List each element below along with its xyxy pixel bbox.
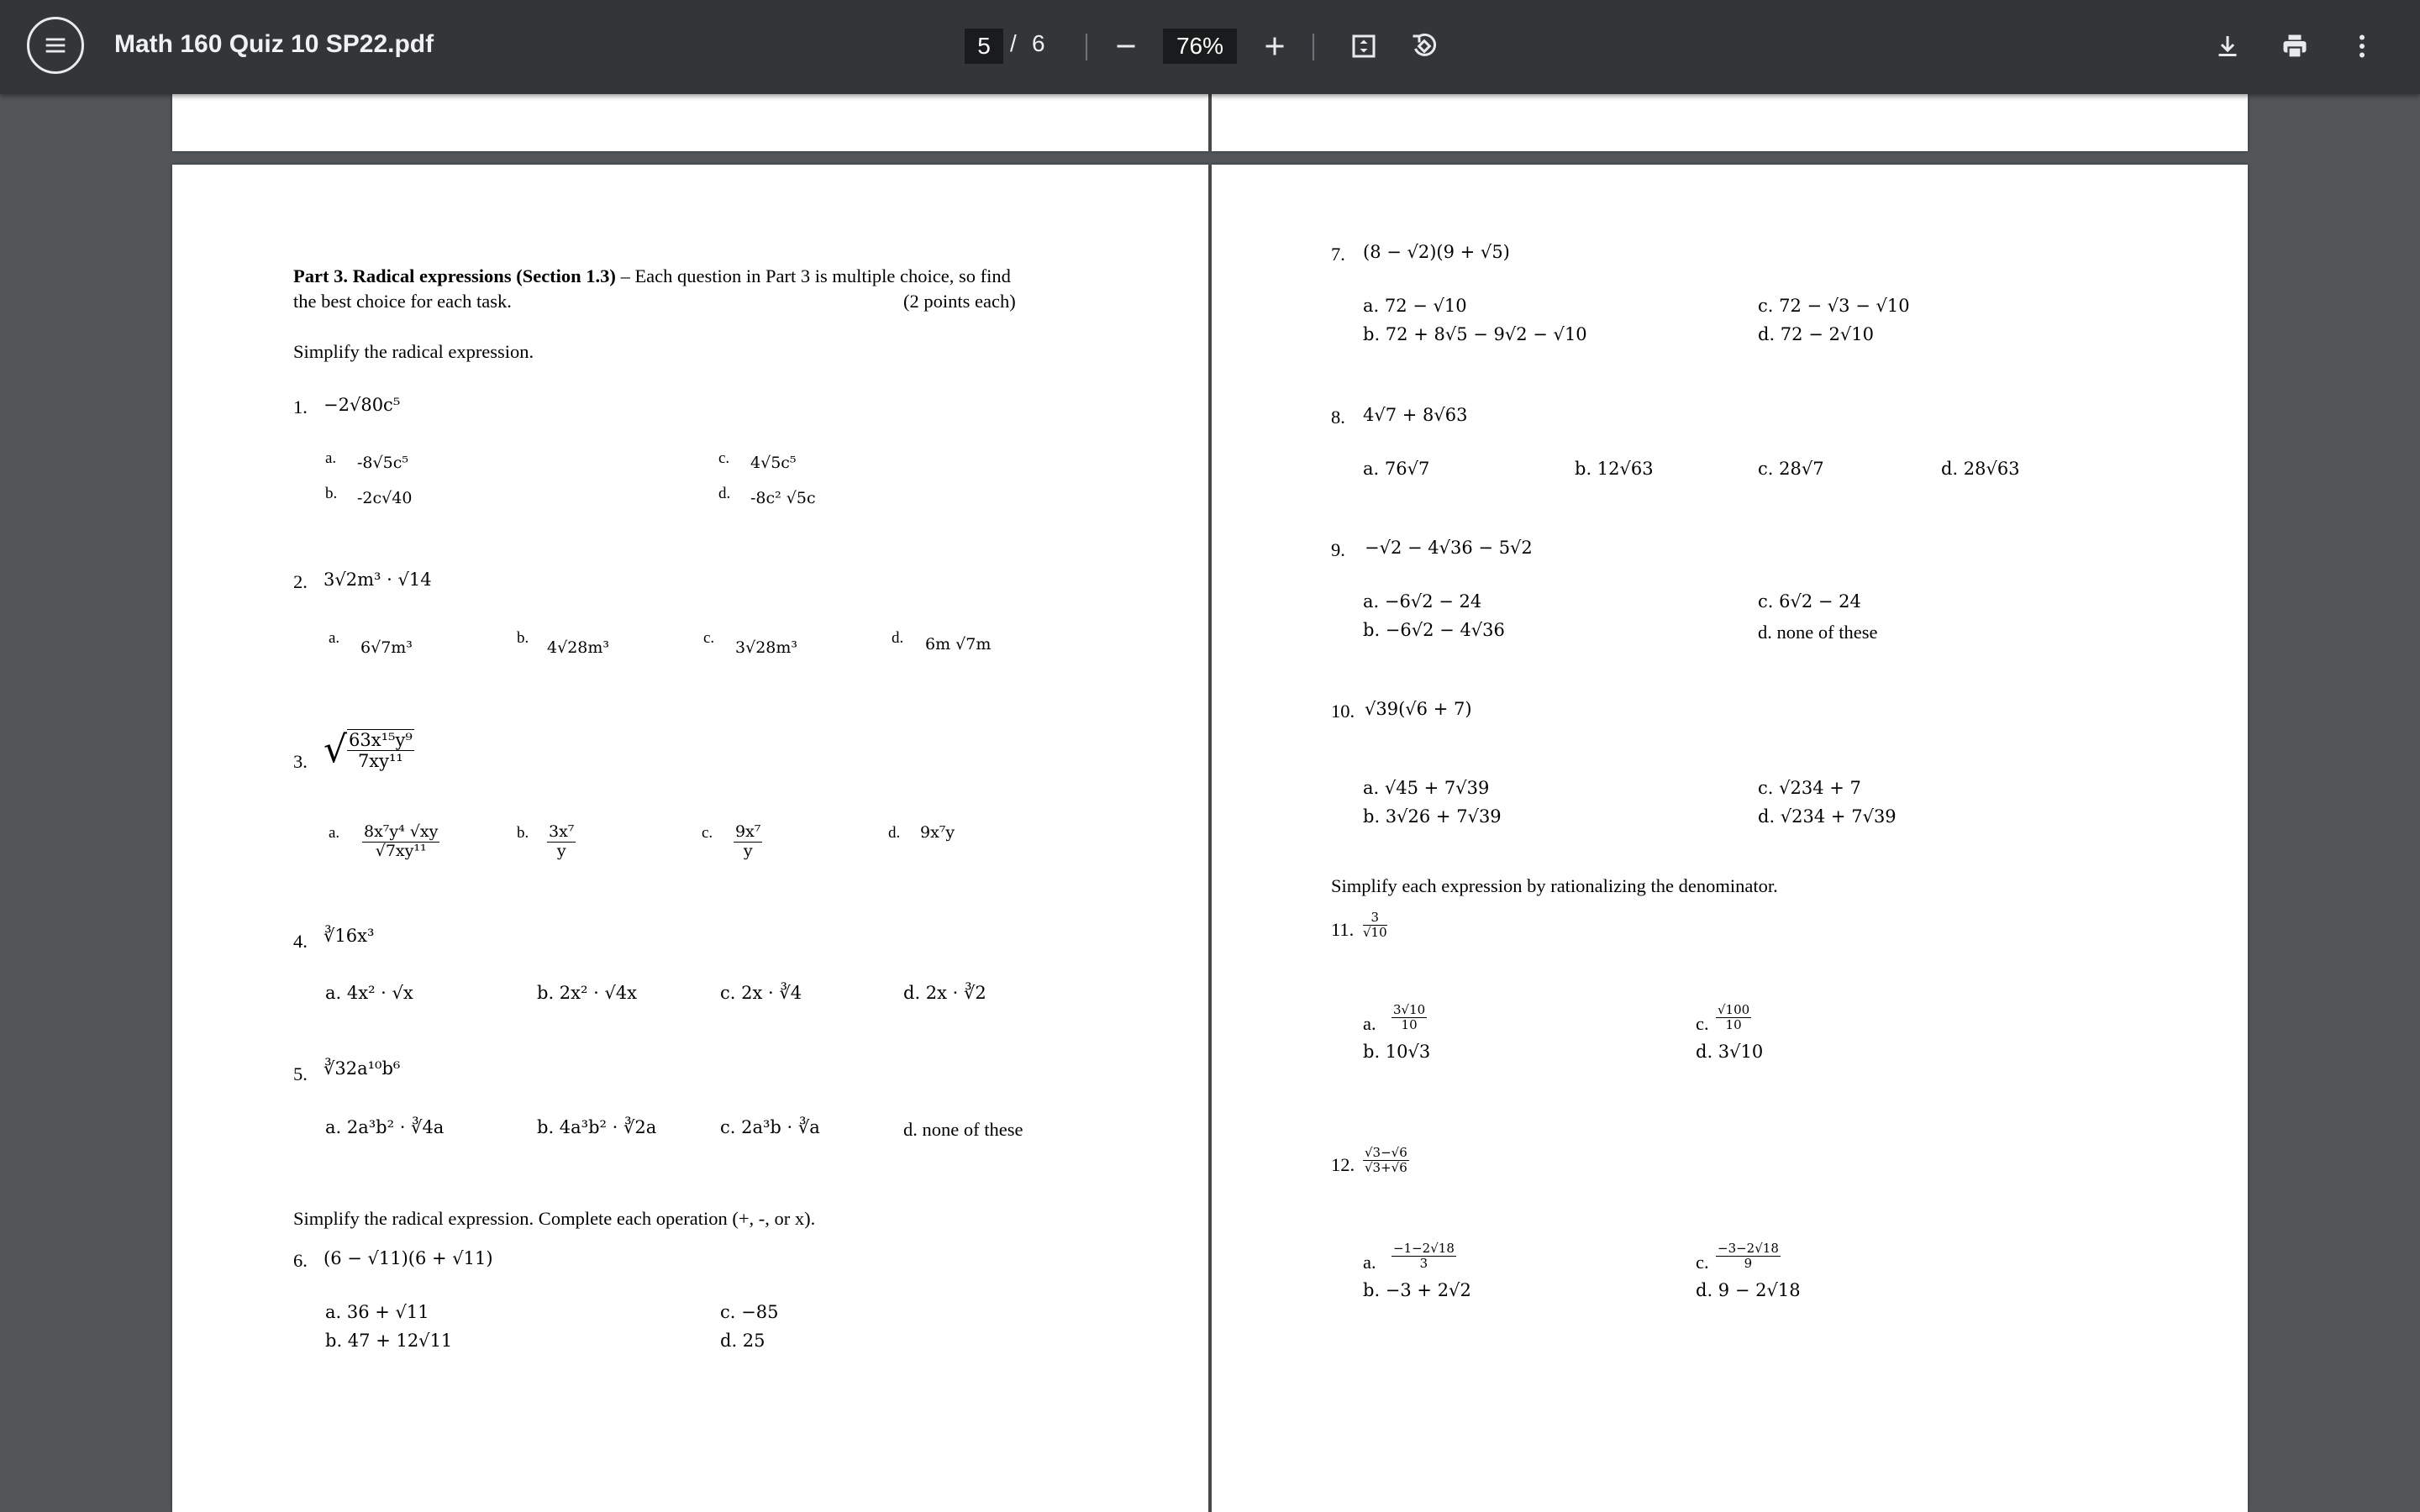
- q12-option-d: d. 9 − 2√18: [1696, 1280, 1801, 1300]
- q11-numerator: 3: [1363, 911, 1387, 926]
- q12-c-denominator: 9: [1744, 1256, 1753, 1272]
- q4-option-d: d. 2x · ∛2: [903, 983, 986, 1003]
- q3-option-d: 9x⁷y: [920, 823, 955, 842]
- q3-option-c-label: c.: [702, 824, 713, 842]
- total-pages: 6: [1032, 30, 1045, 56]
- q5-option-c: c. 2a³b · ∛a: [720, 1117, 820, 1137]
- q2-option-b-label: b.: [517, 629, 529, 647]
- q6-option-c: c. −85: [720, 1302, 779, 1322]
- q1-option-c-label: c.: [718, 449, 730, 467]
- question-2-expression: 3√2m³ · √14: [324, 570, 432, 590]
- rotate-icon: [1409, 31, 1439, 61]
- question-6-expression: (6 − √11)(6 + √11): [324, 1248, 493, 1268]
- q4-option-c: c. 2x · ∛4: [720, 983, 802, 1003]
- zoom-in-button[interactable]: [1254, 25, 1296, 67]
- q2-option-b: 4√28m³: [547, 638, 610, 657]
- q3-b-denominator: y: [556, 841, 566, 860]
- fit-to-page-button[interactable]: [1343, 25, 1385, 67]
- q3-option-d-label: d.: [888, 824, 901, 842]
- q2-option-d-label: d.: [892, 629, 904, 647]
- q3-option-a-label: a.: [329, 824, 340, 842]
- q11-option-b: b. 10√3: [1363, 1042, 1431, 1062]
- question-10-expression: √39(√6 + 7): [1365, 699, 1472, 719]
- download-icon: [2212, 31, 2243, 61]
- q2-option-c: 3√28m³: [735, 638, 798, 657]
- q12-numerator: √3−√6: [1365, 1145, 1407, 1160]
- toolbar-divider: [1313, 34, 1314, 60]
- q1-option-b-label: b.: [325, 485, 338, 502]
- page-separator: /: [1010, 30, 1017, 56]
- q3-denominator: 7xy¹¹: [357, 751, 403, 772]
- q11-a-denominator: 10: [1401, 1017, 1418, 1033]
- q7-option-b: b. 72 + 8√5 − 9√2 − √10: [1363, 324, 1587, 344]
- question-1-number: 1.: [293, 396, 308, 417]
- q9-option-a: a. −6√2 − 24: [1363, 591, 1482, 612]
- q11-option-a-label: a.: [1363, 1013, 1376, 1034]
- q10-option-b: b. 3√26 + 7√39: [1363, 806, 1502, 827]
- q3-c-numerator: 9x⁷: [735, 822, 761, 841]
- q3-option-c: [734, 823, 762, 861]
- q6-option-d: d. 25: [720, 1331, 765, 1351]
- pdf-page-right: [1212, 165, 2248, 1512]
- part-description-line2: the best choice for each task.: [293, 291, 512, 312]
- question-7-expression: (8 − √2)(9 + √5): [1363, 242, 1510, 262]
- q5-option-a: a. 2a³b² · ∛4a: [325, 1117, 445, 1137]
- q12-option-b: b. −3 + 2√2: [1363, 1280, 1471, 1300]
- print-icon: [2280, 31, 2310, 61]
- part-heading: Part 3. Radical expressions (Section 1.3): [293, 265, 616, 286]
- q9-option-c: c. 6√2 − 24: [1758, 591, 1861, 612]
- q7-option-d: d. 72 − 2√10: [1758, 324, 1874, 344]
- q11-option-a: [1392, 1003, 1427, 1033]
- toolbar-divider: [1086, 34, 1087, 60]
- q3-a-denominator: √7xy¹¹: [375, 841, 427, 860]
- q2-option-a: 6√7m³: [360, 638, 413, 657]
- q3-b-numerator: 3x⁷: [549, 822, 575, 841]
- print-button[interactable]: [2274, 25, 2316, 67]
- q1-option-c: 4√5c⁵: [750, 454, 797, 472]
- q1-option-a-label: a.: [325, 449, 337, 467]
- question-6-number: 6.: [293, 1250, 308, 1271]
- q8-option-b: b. 12√63: [1575, 459, 1654, 479]
- q12-option-c-label: c.: [1696, 1252, 1709, 1273]
- q11-c-denominator: 10: [1725, 1017, 1742, 1033]
- q12-option-c: [1716, 1242, 1781, 1272]
- q11-a-numerator: 3√10: [1393, 1002, 1426, 1017]
- q11-denominator: √10: [1363, 925, 1387, 941]
- q9-option-b: b. −6√2 − 4√36: [1363, 620, 1505, 640]
- question-8-number: 8.: [1331, 407, 1345, 428]
- question-4-expression: ∛16x³: [324, 926, 375, 946]
- q4-option-b: b. 2x² · √4x: [537, 983, 638, 1003]
- q2-option-a-label: a.: [329, 629, 340, 647]
- pdf-toolbar: [0, 0, 2420, 94]
- q4-option-a: a. 4x² · √x: [325, 983, 413, 1003]
- q5-option-b: b. 4a³b² · ∛2a: [537, 1117, 657, 1137]
- q8-option-a: a. 76√7: [1363, 459, 1430, 479]
- q3-option-b: [547, 823, 576, 861]
- q12-option-a: [1392, 1242, 1456, 1272]
- q12-a-numerator: −1−2√18: [1393, 1241, 1455, 1256]
- q3-option-b-label: b.: [517, 824, 529, 842]
- plus-icon: [1260, 31, 1290, 61]
- instruction-1: Simplify the radical expression.: [293, 341, 534, 362]
- question-12-number: 12.: [1331, 1154, 1355, 1175]
- q9-option-d: d. none of these: [1758, 622, 1878, 643]
- zoom-level-input[interactable]: 76%: [1163, 29, 1237, 64]
- q11-option-c-label: c.: [1696, 1013, 1709, 1034]
- q3-option-a: [362, 823, 439, 861]
- q1-option-a: -8√5c⁵: [357, 454, 408, 472]
- q6-option-a: a. 36 + √11: [325, 1302, 429, 1322]
- q1-option-d: -8c² √5c: [750, 489, 816, 507]
- question-10-number: 10.: [1331, 701, 1355, 722]
- menu-button[interactable]: [27, 17, 84, 74]
- q7-option-c: c. 72 − √3 − √10: [1758, 296, 1910, 316]
- question-5-expression: ∛32a¹⁰b⁶: [324, 1058, 401, 1079]
- question-5-number: 5.: [293, 1063, 308, 1084]
- question-8-expression: 4√7 + 8√63: [1363, 405, 1468, 425]
- q8-option-d: d. 28√63: [1941, 459, 2020, 479]
- question-11-number: 11.: [1331, 919, 1355, 940]
- q12-a-denominator: 3: [1419, 1256, 1428, 1272]
- q5-option-d: d. none of these: [903, 1119, 1023, 1140]
- q3-a-numerator: 8x⁷y⁴ √xy: [364, 822, 439, 841]
- instruction-2: Simplify the radical expression. Complete each operation (+, -, or x).: [293, 1208, 816, 1229]
- fit-page-icon: [1349, 31, 1379, 61]
- instruction-3: Simplify each expression by rationalizing the denominator.: [1331, 875, 1778, 896]
- more-vertical-icon: [2347, 31, 2377, 61]
- q11-option-d: d. 3√10: [1696, 1042, 1764, 1062]
- q2-option-c-label: c.: [703, 629, 715, 647]
- question-1-expression: −2√80c⁵: [324, 395, 401, 415]
- q12-c-numerator: −3−2√18: [1718, 1241, 1779, 1256]
- q11-option-c: [1716, 1003, 1751, 1033]
- question-7-number: 7.: [1331, 244, 1345, 265]
- q1-option-d-label: d.: [718, 485, 731, 502]
- q2-option-d: 6m √7m: [925, 635, 992, 654]
- question-2-number: 2.: [293, 571, 308, 592]
- question-11-expression: [1363, 911, 1387, 941]
- q3-numerator: 63x¹⁵y⁹: [349, 730, 413, 750]
- q3-c-denominator: y: [743, 841, 753, 860]
- q10-option-a: a. √45 + 7√39: [1363, 778, 1490, 798]
- pdf-page-left: [172, 165, 1208, 1512]
- zoom-out-button[interactable]: [1105, 25, 1147, 67]
- hamburger-icon: [41, 31, 70, 60]
- part-heading-line: [293, 267, 1011, 286]
- part-description: – Each question in Part 3 is multiple choice, so find: [615, 265, 1011, 286]
- page-number-input[interactable]: 5: [965, 29, 1003, 64]
- q1-option-b: -2c√40: [357, 489, 413, 507]
- points-label: (2 points each): [903, 291, 1016, 312]
- q7-option-a: a. 72 − √10: [1363, 296, 1467, 316]
- document-title: Math 160 Quiz 10 SP22.pdf: [114, 30, 434, 58]
- q12-denominator: √3+√6: [1365, 1160, 1407, 1176]
- q12-option-a-label: a.: [1363, 1252, 1376, 1273]
- question-3-number: 3.: [293, 751, 308, 772]
- download-button[interactable]: [2207, 25, 2249, 67]
- question-3-expression: √ $\frac{\text{63x¹⁵y⁹}}{\text{7xy¹¹}}$: [324, 728, 413, 772]
- rotate-button[interactable]: [1403, 25, 1445, 67]
- q11-c-numerator: √100: [1718, 1002, 1750, 1017]
- question-12-expression: [1363, 1146, 1409, 1176]
- question-9-expression: −√2 − 4√36 − 5√2: [1365, 538, 1533, 558]
- question-4-number: 4.: [293, 931, 308, 952]
- q10-option-c: c. √234 + 7: [1758, 778, 1861, 798]
- more-options-button[interactable]: [2341, 25, 2383, 67]
- q10-option-d: d. √234 + 7√39: [1758, 806, 1897, 827]
- question-9-number: 9.: [1331, 539, 1345, 560]
- q8-option-c: c. 28√7: [1758, 459, 1824, 479]
- q6-option-b: b. 47 + 12√11: [325, 1331, 453, 1351]
- minus-icon: [1111, 31, 1141, 61]
